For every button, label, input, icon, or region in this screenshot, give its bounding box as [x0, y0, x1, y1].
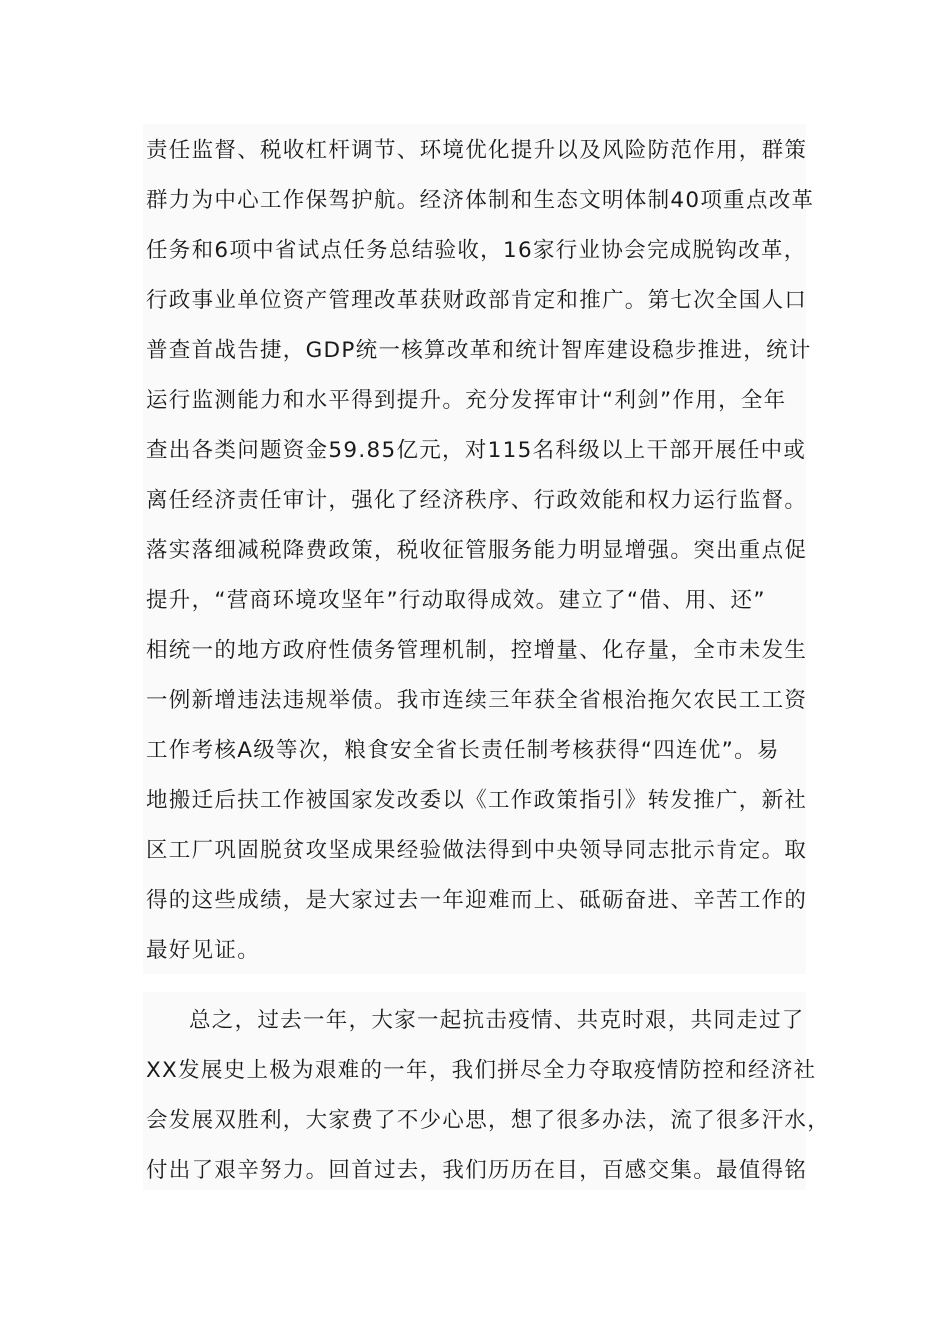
paragraph-2-line: 会发展双胜利，大家费了不少心思，想了很多办法，流了很多汗水， [146, 1108, 831, 1133]
paragraph-1 [143, 124, 815, 974]
paragraph-1-line: 相统一的地方政府性债务管理机制，控增量、化存量，全市未发生 [146, 638, 808, 663]
paragraph-1-line: 普查首战告捷，GDP统一核算改革和统计智库建设稳步推进，统计 [146, 338, 812, 363]
paragraph-1-line: 区工厂巩固脱贫攻坚成果经验做法得到中央领导同志批示肯定。取 [146, 838, 808, 863]
paragraph-2-line: 付出了艰辛努力。回首过去，我们历历在目，百感交集。最值得铭 [146, 1158, 808, 1183]
paragraph-1-line: 运行监测能力和水平得到提升。充分发挥审计“利剑”作用，全年 [146, 388, 787, 413]
paragraph-1-line: 最好见证。 [146, 938, 261, 963]
paragraph-1-line: 落实落细减税降费政策，税收征管服务能力明显增强。突出重点促 [146, 538, 808, 563]
paragraph-1-line: 一例新增违法违规举债。我市连续三年获全省根治拖欠农民工工资 [146, 688, 808, 713]
paragraph-2-line: XX发展史上极为艰难的一年，我们拼尽全力夺取疫情防控和经济社 [146, 1058, 817, 1083]
paragraph-1-line: 查出各类问题资金59.85亿元，对115名科级以上干部开展任中或 [146, 438, 807, 463]
paragraph-1-line: 得的这些成绩，是大家过去一年迎难而上、砥砺奋进、辛苦工作的 [146, 888, 808, 913]
paragraph-1-line: 行政事业单位资产管理改革获财政部肯定和推广。第七次全国人口 [146, 288, 808, 313]
paragraph-1-line: 地搬迁后扶工作被国家发改委以《工作政策指引》转发推广，新社 [146, 788, 808, 813]
paragraph-1-line: 提升，“营商环境攻坚年”行动取得成效。建立了“借、用、还” [146, 588, 766, 613]
paragraph-1-line: 离任经济责任审计，强化了经济秩序、行政效能和权力运行监督。 [146, 488, 808, 513]
paragraph-1-line: 群力为中心工作保驾护航。经济体制和生态文明体制40项重点改革 [146, 188, 815, 213]
paragraph-1-line: 责任监督、税收杠杆调节、环境优化提升以及风险防范作用，群策 [146, 138, 808, 163]
paragraph-1-line: 任务和6项中省试点任务总结验收，16家行业协会完成脱钩改革， [146, 238, 807, 263]
paragraph-2 [143, 992, 831, 1190]
paragraph-1-line: 工作考核A级等次，粮食安全省长责任制考核获得“四连优”。易 [146, 738, 780, 763]
paragraph-2-line: 总之，过去一年，大家一起抗击疫情、共克时艰，共同走过了 [189, 1008, 805, 1033]
